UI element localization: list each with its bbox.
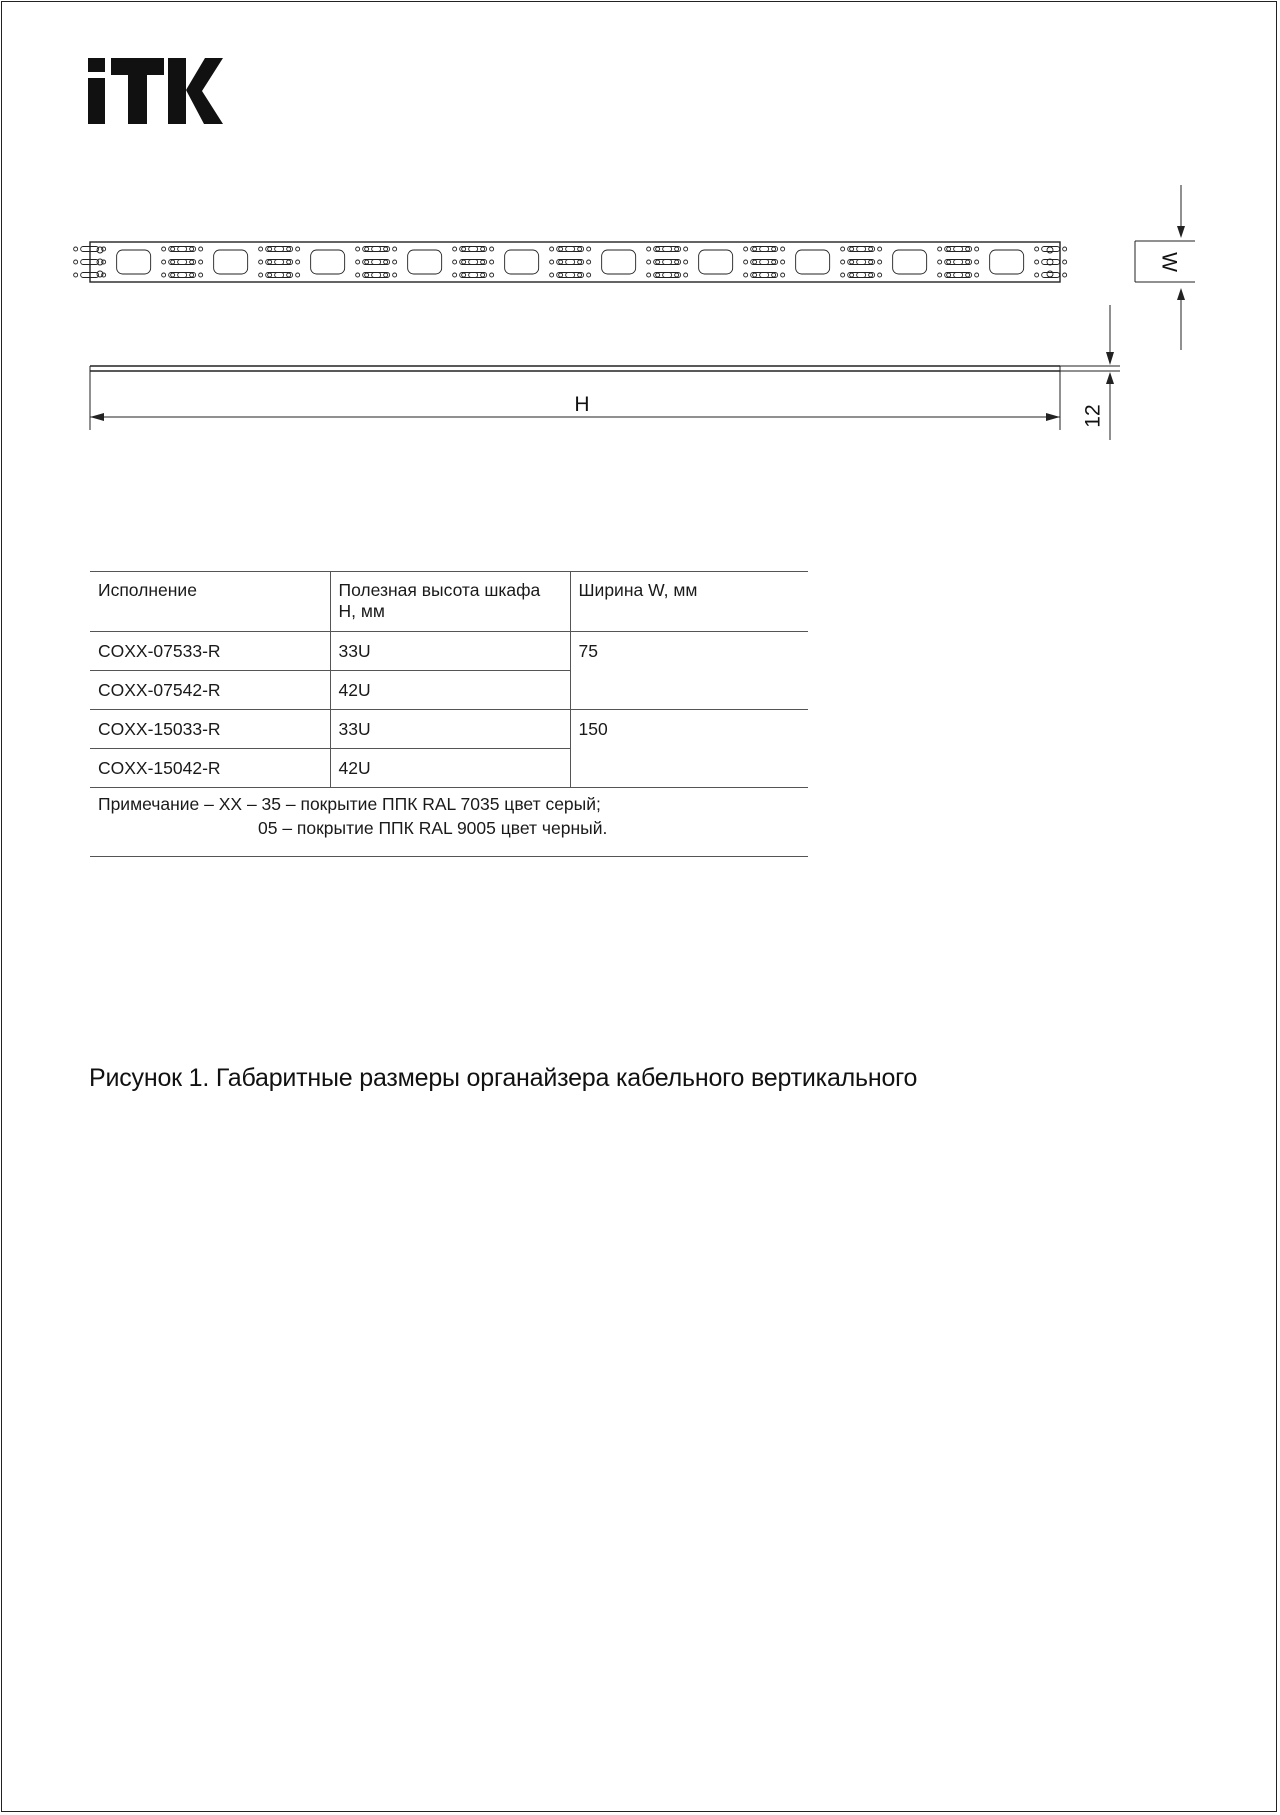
header-height: Полезная высота шкафа H, мм <box>330 572 570 632</box>
mounting-hole <box>878 247 882 251</box>
cable-window <box>408 250 442 274</box>
mounting-hole <box>578 273 582 277</box>
mounting-hole <box>772 273 776 277</box>
mounting-hole <box>781 247 785 251</box>
mounting-hole <box>675 260 679 264</box>
table-bottom-rule <box>90 856 808 857</box>
mounting-hole <box>966 247 970 251</box>
mounting-hole <box>744 273 748 277</box>
header-width: Ширина W, мм <box>570 572 808 632</box>
mounting-hole <box>490 247 494 251</box>
mounting-hole <box>684 247 688 251</box>
mounting-hole <box>199 260 203 264</box>
organizer-drawing <box>0 0 1280 470</box>
mounting-hole <box>550 260 554 264</box>
height-label: H <box>574 393 590 416</box>
mounting-hole <box>947 273 951 277</box>
cable-window <box>505 250 539 274</box>
mounting-hole <box>162 247 166 251</box>
mounting-hole <box>481 260 485 264</box>
end-hole <box>1047 271 1053 277</box>
cable-window <box>214 250 248 274</box>
mounting-hole <box>296 247 300 251</box>
cell-height: 33U <box>330 632 570 671</box>
figure-caption: Рисунок 1. Габаритные размеры органайзера кабельного вертикального <box>89 1064 918 1092</box>
mounting-hole <box>587 273 591 277</box>
mounting-hole <box>287 273 291 277</box>
mounting-hole <box>365 273 369 277</box>
mounting-hole <box>393 260 397 264</box>
note-line-1: Примечание – XX – 35 – покрытие ППК RAL 7035 цвет серый; <box>98 794 601 814</box>
mounting-hole <box>296 273 300 277</box>
cell-model: COXX-15042-R <box>90 749 330 788</box>
cable-window <box>117 250 151 274</box>
mounting-hole <box>559 273 563 277</box>
mounting-hole <box>656 247 660 251</box>
mounting-hole <box>190 273 194 277</box>
mounting-hole <box>171 260 175 264</box>
mounting-hole <box>869 247 873 251</box>
mounting-hole <box>841 247 845 251</box>
cell-model: COXX-15033-R <box>90 710 330 749</box>
mounting-hole <box>393 273 397 277</box>
mounting-hole <box>975 273 979 277</box>
mounting-hole <box>878 273 882 277</box>
mounting-hole <box>841 260 845 264</box>
cable-window <box>699 250 733 274</box>
mounting-hole <box>259 247 263 251</box>
table-row <box>90 749 808 788</box>
mounting-hole <box>753 247 757 251</box>
mounting-hole <box>384 260 388 264</box>
mounting-hole <box>287 260 291 264</box>
mounting-hole <box>587 260 591 264</box>
header-model: Исполнение <box>90 572 330 632</box>
mounting-hole <box>393 247 397 251</box>
mounting-hole <box>259 273 263 277</box>
mounting-hole <box>869 273 873 277</box>
mounting-hole <box>966 260 970 264</box>
mounting-hole <box>268 260 272 264</box>
mounting-hole <box>938 260 942 264</box>
mounting-hole <box>947 247 951 251</box>
mounting-hole <box>453 273 457 277</box>
mounting-hole <box>268 247 272 251</box>
mounting-hole <box>841 273 845 277</box>
mounting-hole <box>462 247 466 251</box>
cell-width <box>570 749 808 788</box>
mounting-hole <box>975 260 979 264</box>
cell-height: 33U <box>330 710 570 749</box>
mounting-hole <box>481 273 485 277</box>
mounting-hole <box>1063 273 1067 277</box>
mounting-hole <box>1035 273 1039 277</box>
mounting-hole <box>850 273 854 277</box>
mounting-hole <box>199 247 203 251</box>
mounting-hole <box>550 247 554 251</box>
mounting-hole <box>1063 247 1067 251</box>
mounting-hole <box>947 260 951 264</box>
mounting-hole <box>850 247 854 251</box>
organizer-perforation <box>74 247 1067 278</box>
mounting-hole <box>578 260 582 264</box>
mounting-hole <box>744 260 748 264</box>
mounting-hole <box>656 273 660 277</box>
mounting-hole <box>74 247 78 251</box>
mounting-hole <box>365 247 369 251</box>
mounting-hole <box>490 260 494 264</box>
table-note <box>98 792 798 840</box>
mounting-hole <box>675 273 679 277</box>
table-header-row <box>90 572 808 632</box>
mounting-hole <box>753 260 757 264</box>
height-dimension <box>90 393 1060 421</box>
mounting-hole <box>490 273 494 277</box>
mounting-hole <box>384 273 388 277</box>
mounting-hole <box>162 260 166 264</box>
mounting-hole <box>162 273 166 277</box>
cable-window <box>311 250 345 274</box>
mounting-hole <box>559 260 563 264</box>
mounting-hole <box>772 260 776 264</box>
mounting-hole <box>850 260 854 264</box>
mounting-hole <box>550 273 554 277</box>
cable-window <box>893 250 927 274</box>
mounting-hole <box>199 273 203 277</box>
mounting-hole <box>966 273 970 277</box>
mounting-hole <box>462 273 466 277</box>
mounting-hole <box>975 247 979 251</box>
mounting-hole <box>578 247 582 251</box>
mounting-hole <box>938 273 942 277</box>
cell-model: COXX-07542-R <box>90 671 330 710</box>
thickness-dimension <box>1082 305 1114 440</box>
mounting-hole <box>869 260 873 264</box>
cable-window <box>602 250 636 274</box>
cell-width: 150 <box>578 719 608 739</box>
mounting-hole <box>481 247 485 251</box>
spec-table <box>90 571 808 788</box>
mounting-hole <box>878 260 882 264</box>
mounting-hole <box>287 247 291 251</box>
mounting-hole <box>647 273 651 277</box>
mounting-hole <box>171 247 175 251</box>
mounting-hole <box>684 273 688 277</box>
cell-height: 42U <box>330 671 570 710</box>
thickness-label: 12 <box>1081 404 1105 428</box>
mounting-hole <box>772 247 776 251</box>
mounting-hole <box>684 260 688 264</box>
mounting-hole <box>675 247 679 251</box>
mounting-hole <box>781 260 785 264</box>
mounting-hole <box>559 247 563 251</box>
mounting-hole <box>171 273 175 277</box>
mounting-hole <box>753 273 757 277</box>
note-line-2: 05 – покрытие ППК RAL 9005 цвет черный. <box>258 818 608 838</box>
mounting-hole <box>462 260 466 264</box>
mounting-hole <box>296 260 300 264</box>
table-row <box>90 710 808 749</box>
mounting-hole <box>453 260 457 264</box>
mounting-hole <box>744 247 748 251</box>
mounting-hole <box>356 247 360 251</box>
cable-window <box>796 250 830 274</box>
cell-height: 42U <box>330 749 570 788</box>
mounting-hole <box>781 273 785 277</box>
mounting-hole <box>365 260 369 264</box>
mounting-hole <box>190 247 194 251</box>
mounting-hole <box>656 260 660 264</box>
mounting-hole <box>356 260 360 264</box>
width-dimension <box>1135 185 1195 350</box>
cell-width: 75 <box>578 641 598 661</box>
cell-width <box>570 671 808 710</box>
table-row <box>90 671 808 710</box>
mounting-hole <box>938 247 942 251</box>
width-label: W <box>1157 252 1181 272</box>
mounting-slot <box>1042 260 1060 265</box>
mounting-hole <box>356 273 360 277</box>
mounting-hole <box>1035 247 1039 251</box>
mounting-hole <box>268 273 272 277</box>
mounting-hole <box>647 260 651 264</box>
mounting-hole <box>1035 260 1039 264</box>
cable-window <box>990 250 1024 274</box>
mounting-hole <box>1063 260 1067 264</box>
mounting-hole <box>587 247 591 251</box>
mounting-hole <box>74 273 78 277</box>
end-hole <box>1047 247 1053 253</box>
mounting-hole <box>190 260 194 264</box>
table-row <box>90 632 808 671</box>
mounting-hole <box>259 260 263 264</box>
mounting-hole <box>647 247 651 251</box>
mounting-hole <box>74 260 78 264</box>
mounting-hole <box>453 247 457 251</box>
mounting-hole <box>384 247 388 251</box>
organizer-side-view <box>90 366 1120 430</box>
cell-model: COXX-07533-R <box>90 632 330 671</box>
